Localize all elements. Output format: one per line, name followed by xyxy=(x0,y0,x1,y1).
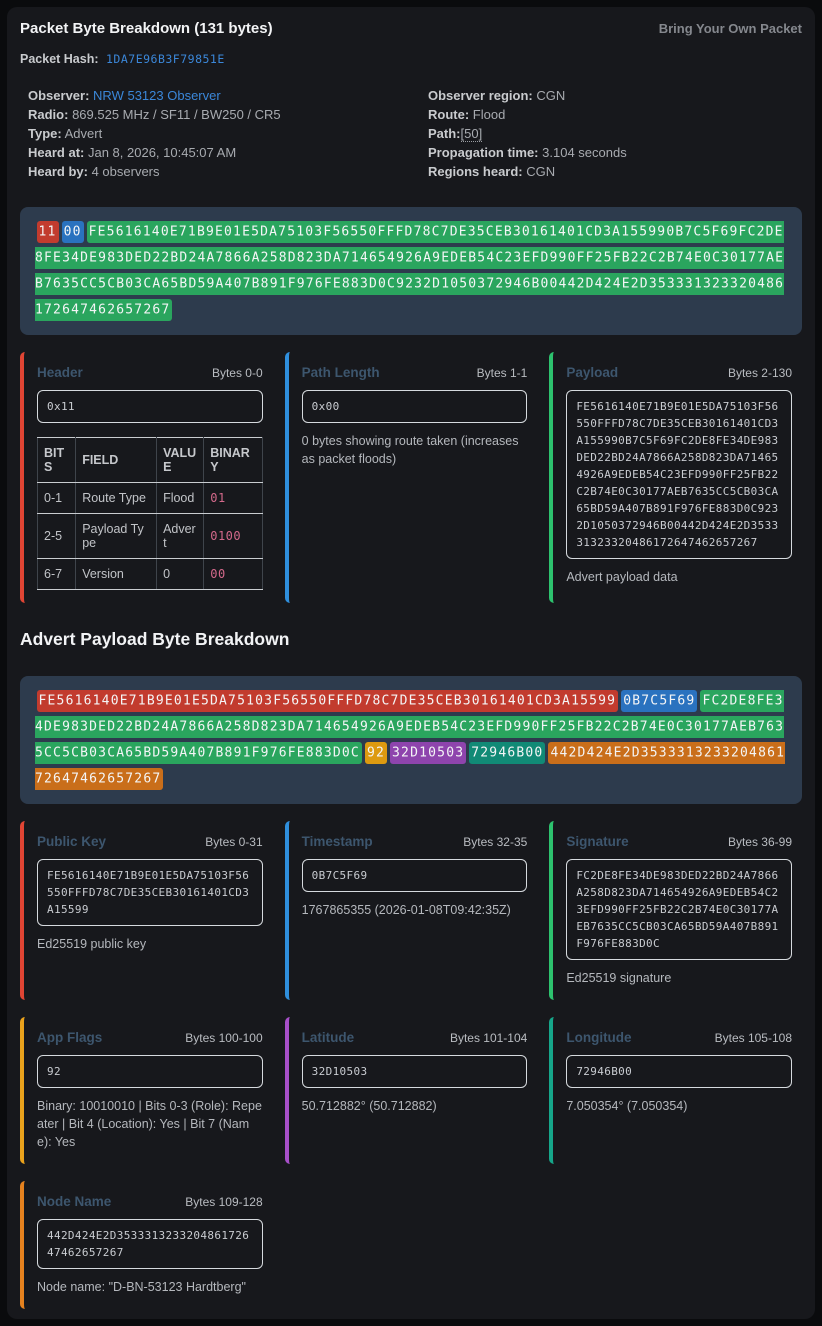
hex-segment-app-flags[interactable]: 92 xyxy=(365,742,387,764)
meta-type-label: Type: xyxy=(28,126,62,141)
card-timestamp xyxy=(285,821,538,1000)
card-header-title: Header xyxy=(37,365,83,380)
card-signature-title: Signature xyxy=(566,834,629,849)
binary-cell: 0100 xyxy=(204,514,262,559)
hex-segment-payload[interactable]: FE5616140E71B9E01E5DA75103F56550FFFD78C7DE35CEB30161401CD3A155990B7C5F69FC2DE8FE34DE983DED22BD24A7866A258D823DA714654926A9EDEB54C23EFD990FF25FB22C2B74E0C30177AEB7635CC5CB03CA65BD59A407B891F976FE883D0C9232D1050372946B00442D424E2D353331323320486172647462657267 xyxy=(35,221,784,321)
hex-segment-longitude[interactable]: 72946B00 xyxy=(469,742,545,764)
card-public-key-title: Public Key xyxy=(37,834,107,849)
field-cell: Version xyxy=(76,559,157,590)
card-app-flags-head xyxy=(37,1030,263,1045)
card-node-name-title: Node Name xyxy=(37,1194,112,1209)
card-node-name-head xyxy=(37,1194,263,1209)
card-latitude xyxy=(285,1017,538,1164)
card-header-head xyxy=(37,365,263,380)
card-header-value[interactable]: 0x11 xyxy=(37,390,263,423)
meta-heard-at-value: Jan 8, 2026, 10:45:07 AM xyxy=(87,145,237,160)
meta-propagation-time xyxy=(428,143,802,162)
card-path-length-title: Path Length xyxy=(301,365,380,380)
card-public-key-value[interactable]: FE5616140E71B9E01E5DA75103F56550FFFD78C7DE35CEB30161401CD3A15599 xyxy=(37,859,263,926)
hex-segment-timestamp[interactable]: 0B7C5F69 xyxy=(621,690,697,712)
card-latitude-value[interactable]: 32D10503 xyxy=(302,1055,528,1088)
card-payload-bytes: Bytes 2-130 xyxy=(727,366,792,380)
packet-breakdown-panel xyxy=(7,7,815,1319)
packet-hexdump xyxy=(20,207,802,335)
meta-route-label: Route: xyxy=(428,107,470,122)
card-payload xyxy=(549,352,802,603)
card-app-flags-bytes: Bytes 100-100 xyxy=(185,1031,263,1045)
card-timestamp-bytes: Bytes 32-35 xyxy=(463,835,528,849)
card-path-length-caption: 0 bytes showing route taken (increases as packet floods) xyxy=(301,434,519,466)
card-longitude-caption: 7.050354° (7.050354) xyxy=(566,1099,688,1113)
meta-heard-by-value: 4 observers xyxy=(91,164,160,179)
value-cell: 0 xyxy=(157,559,204,590)
hex-segment-header[interactable]: 11 xyxy=(37,221,59,243)
page-header xyxy=(20,20,802,37)
card-latitude-caption: 50.712882° (50.712882) xyxy=(301,1099,437,1113)
meta-heard-by-label: Heard by: xyxy=(28,164,88,179)
bits-cell: 2-5 xyxy=(38,514,76,559)
card-public-key-caption: Ed25519 public key xyxy=(37,937,147,951)
meta-regions-value: CGN xyxy=(526,164,556,179)
meta-propagation-label: Propagation time: xyxy=(428,145,539,160)
card-latitude-title: Latitude xyxy=(301,1030,355,1045)
bit-table-col-binary: BINARY xyxy=(204,438,262,483)
meta-heard-at xyxy=(28,143,428,162)
card-longitude-value[interactable]: 72946B00 xyxy=(566,1055,792,1088)
bring-your-own-packet-link[interactable]: Bring Your Own Packet xyxy=(658,21,802,36)
meta-observer xyxy=(28,86,428,105)
card-signature-caption: Ed25519 signature xyxy=(566,971,672,985)
card-timestamp-caption: 1767865355 (2026-01-08T09:42:35Z) xyxy=(301,903,511,917)
card-payload-caption: Advert payload data xyxy=(566,570,678,584)
table-row xyxy=(38,559,263,590)
card-node-name xyxy=(20,1181,273,1309)
card-payload-title: Payload xyxy=(566,365,619,380)
hex-segment-latitude[interactable]: 32D10503 xyxy=(390,742,466,764)
card-payload-value[interactable]: FE5616140E71B9E01E5DA75103F56550FFFD78C7DE35CEB30161401CD3A155990B7C5F69FC2DE8FE34DE983DED22BD24A7866A258D823DA714654926A9EDEB54C23EFD990FF25FB22C2B74E0C30177AEB7635CC5CB03CA65BD59A407B891F976FE883D0C9232D1050372946B00442D424E2D353331323320486172647462657267 xyxy=(566,390,792,559)
card-app-flags xyxy=(20,1017,273,1164)
meta-radio-value: 869.525 MHz / SF11 / BW250 / CR5 xyxy=(72,107,281,122)
card-public-key-head xyxy=(37,834,263,849)
card-latitude-bytes: Bytes 101-104 xyxy=(449,1031,528,1045)
meta-route-value: Flood xyxy=(472,107,506,122)
packet-hash-value[interactable]: 1DA7E96B3F79851E xyxy=(106,52,225,66)
card-timestamp-value[interactable]: 0B7C5F69 xyxy=(302,859,528,892)
path-tooltip-value[interactable]: [50] xyxy=(460,126,483,141)
advert-field-cards-row3 xyxy=(20,1181,802,1309)
card-path-length xyxy=(285,352,538,603)
card-header xyxy=(20,352,273,603)
card-payload-head xyxy=(566,365,792,380)
card-timestamp-title: Timestamp xyxy=(301,834,373,849)
card-longitude-head xyxy=(566,1030,792,1045)
card-signature-value[interactable]: FC2DE8FE34DE983DED22BD24A7866A258D823DA714654926A9EDEB54C23EFD990FF25FB22C2B74E0C30177AEB7635CC5CB03CA65BD59A407B891F976FE883D0C xyxy=(566,859,792,960)
meta-type xyxy=(28,124,428,143)
observer-link[interactable]: NRW 53123 Observer xyxy=(93,88,221,103)
meta-observer-region-value: CGN xyxy=(536,88,566,103)
card-longitude-bytes: Bytes 105-108 xyxy=(714,1031,792,1045)
header-bit-table xyxy=(37,437,263,590)
card-app-flags-caption: Binary: 10010010 | Bits 0-3 (Role): Repeater | Bit 4 (Location): Yes | Bit 7 (Name): Yes xyxy=(37,1099,262,1149)
meta-left-column xyxy=(28,86,428,181)
card-public-key-bytes: Bytes 0-31 xyxy=(205,835,263,849)
meta-observer-region xyxy=(428,86,802,105)
meta-path xyxy=(428,124,802,143)
card-node-name-bytes: Bytes 109-128 xyxy=(185,1195,263,1209)
meta-heard-at-label: Heard at: xyxy=(28,145,85,160)
bit-table-col-bits: BITS xyxy=(38,438,76,483)
table-row xyxy=(38,483,263,514)
binary-cell: 01 xyxy=(204,483,262,514)
packet-hash-row xyxy=(20,52,802,66)
meta-propagation-value: 3.104 seconds xyxy=(542,145,627,160)
advert-field-cards-row1 xyxy=(20,821,802,1000)
meta-route xyxy=(428,105,802,124)
packet-field-cards xyxy=(20,352,802,603)
meta-path-label: Path: xyxy=(428,126,461,141)
meta-regions-label: Regions heard: xyxy=(428,164,523,179)
table-row xyxy=(38,514,263,559)
card-path-length-value[interactable]: 0x00 xyxy=(302,390,528,423)
card-app-flags-title: App Flags xyxy=(37,1030,103,1045)
binary-cell: 00 xyxy=(204,559,262,590)
hex-segment-node-name[interactable]: 442D424E2D353331323320486172647462657267 xyxy=(35,742,785,790)
meta-type-value: Advert xyxy=(64,126,103,141)
value-cell: Advert xyxy=(157,514,204,559)
hex-segment-public-key[interactable]: FE5616140E71B9E01E5DA75103F56550FFFD78C7DE35CEB30161401CD3A15599 xyxy=(37,690,619,712)
page-title: Packet Byte Breakdown (131 bytes) xyxy=(20,20,273,37)
card-signature-head xyxy=(566,834,792,849)
advert-field-cards-row2 xyxy=(20,1017,802,1164)
card-signature-bytes: Bytes 36-99 xyxy=(727,835,792,849)
bits-cell: 6-7 xyxy=(38,559,76,590)
meta-radio-label: Radio: xyxy=(28,107,69,122)
hex-segment-signature[interactable]: FC2DE8FE34DE983DED22BD24A7866A258D823DA714654926A9EDEB54C23EFD990FF25FB22C2B74E0C30177AEB7635CC5CB03CA65BD59A407B891F976FE883D0C xyxy=(35,690,784,764)
bit-table-col-value: VALUE xyxy=(157,438,204,483)
card-path-length-head xyxy=(302,365,528,380)
advert-section-title: Advert Payload Byte Breakdown xyxy=(20,629,290,649)
meta-right-column xyxy=(428,86,802,181)
card-latitude-head xyxy=(302,1030,528,1045)
card-longitude-title: Longitude xyxy=(566,1030,632,1045)
meta-regions-heard xyxy=(428,162,802,181)
card-node-name-value[interactable]: 442D424E2D353331323320486172647462657267 xyxy=(37,1219,263,1269)
bit-table-col-field: FIELD xyxy=(76,438,157,483)
field-cell: Route Type xyxy=(76,483,157,514)
meta-observer-region-label: Observer region: xyxy=(428,88,533,103)
card-timestamp-head xyxy=(302,834,528,849)
hex-segment-path-length[interactable]: 00 xyxy=(62,221,84,243)
card-app-flags-value[interactable]: 92 xyxy=(37,1055,263,1088)
advert-hexdump xyxy=(20,676,802,804)
card-path-length-bytes: Bytes 1-1 xyxy=(476,366,528,380)
meta-heard-by xyxy=(28,162,428,181)
card-public-key xyxy=(20,821,273,1000)
field-cell: Payload Type xyxy=(76,514,157,559)
card-node-name-caption: Node name: "D-BN-53123 Hardtberg" xyxy=(37,1280,246,1294)
packet-hash-label: Packet Hash: xyxy=(20,52,99,66)
meta-radio xyxy=(28,105,428,124)
card-longitude xyxy=(549,1017,802,1164)
value-cell: Flood xyxy=(157,483,204,514)
card-header-bytes: Bytes 0-0 xyxy=(211,366,263,380)
bits-cell: 0-1 xyxy=(38,483,76,514)
card-signature xyxy=(549,821,802,1000)
packet-meta xyxy=(20,86,802,181)
meta-observer-label: Observer: xyxy=(28,88,90,103)
